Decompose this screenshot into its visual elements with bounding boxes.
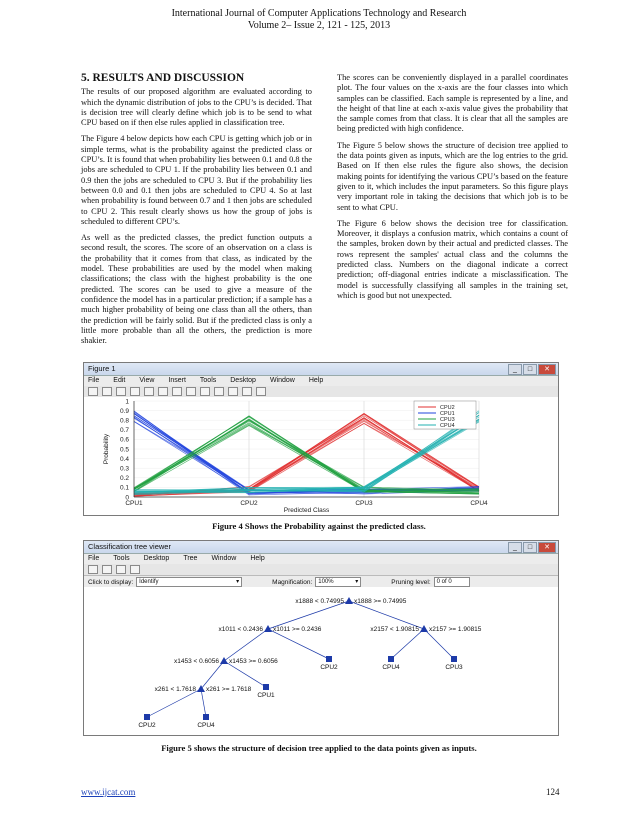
magnification-select[interactable]: 100% ▾: [315, 577, 361, 587]
menu-view[interactable]: View: [139, 377, 155, 384]
new-figure-icon[interactable]: [88, 387, 98, 396]
click-display-label: Click to display:: [88, 578, 134, 586]
right-column: [337, 73, 568, 307]
figure5-menubar: [84, 554, 558, 564]
leaf-node: [388, 656, 394, 662]
journal-header-line1: International Journal of Computer Applications Technology and Research: [171, 8, 467, 19]
right-paragraph-1: The scores can be conveniently displayed in a parallel coordinates plot. The four values on the x-axis are the four classes into which samples can be classified. Each sample is represented by a line, and the height of that line at each x-axis value gives the probability that the sample comes from that class. It is clear that all the samples are being predicted with high confidence.: [337, 73, 568, 134]
x-tick-label: CPU1: [125, 500, 143, 507]
figure4-titlebar: [84, 363, 558, 376]
menu-help[interactable]: Help: [250, 555, 265, 562]
print-icon[interactable]: [130, 387, 140, 396]
figure5-toolbar: [84, 564, 558, 576]
pointer-icon[interactable]: [144, 387, 154, 396]
pruning-level-label: Pruning level:: [391, 578, 431, 586]
journal-url-link[interactable]: www.ijcat.com: [81, 787, 136, 797]
y-tick-label: 0.9: [119, 407, 129, 415]
split-label: x261 < 1.7618: [154, 686, 196, 693]
close-icon[interactable]: ✕: [538, 364, 556, 375]
figure5-window-title: Classification tree viewer: [88, 542, 171, 551]
split-label: x2157 >= 1.90815: [429, 626, 482, 633]
menu-window[interactable]: Window: [211, 555, 237, 562]
menu-file[interactable]: File: [88, 555, 100, 562]
chart-legend: [414, 401, 476, 429]
colorbar-icon[interactable]: [242, 387, 252, 396]
x-tick-label: CPU3: [355, 500, 373, 507]
close-icon[interactable]: ✕: [538, 542, 556, 553]
legend-label: CPU4: [440, 423, 455, 429]
menu-help[interactable]: Help: [308, 377, 324, 384]
legend-label: CPU2: [440, 405, 455, 411]
y-tick-label: 0.8: [119, 417, 129, 425]
pan-icon[interactable]: [186, 387, 196, 396]
split-label: x1011 >= 0.2436: [273, 626, 322, 633]
rotate-icon[interactable]: [200, 387, 210, 396]
split-label: x261 >= 1.7618: [206, 686, 252, 693]
figure5-titlebar: [84, 541, 558, 554]
y-tick-label: 1: [125, 398, 129, 406]
figure5-caption: Figure 5 shows the structure of decision tree applied to the data points given as inputs.: [161, 743, 477, 753]
menu-desktop[interactable]: Desktop: [230, 377, 256, 384]
leaf-node: [451, 656, 457, 662]
figure4-window: [83, 362, 559, 516]
probability-chart: [84, 397, 558, 515]
leaf-node: [263, 684, 269, 690]
menu-window[interactable]: Window: [269, 377, 295, 384]
page-number: 124: [546, 787, 560, 797]
leaf-node: [326, 656, 332, 662]
pruning-level-field[interactable]: 0 of 0: [434, 577, 470, 587]
left-column: [81, 73, 312, 352]
left-paragraph-2: The Figure 4 below depicts how each CPU is getting which job or in simple terms, what is the probability against the predicted class or CPU’s. It is found that when probability lies between 0.1 and 0.8 the jobs are scheduled to CPU 1. If the probability lies between 0.1 and 0.9 then the jobs are scheduled to CPU 3. But if the probability lies between 0.0 and 0.1 then jobs are scheduled to CPU 4. So at last when probability is found between 0.7 and 1 then jobs are scheduled to CPU 2. This result clearly shows us how the group of jobs is scheduled to different CPU’s.: [81, 134, 312, 226]
figure4-caption: Figure 4 Shows the Probability against the predicted class.: [212, 521, 426, 531]
leaf-label: CPU2: [138, 722, 156, 729]
click-display-select[interactable]: Identify ▾: [136, 577, 242, 587]
menu-tools[interactable]: Tools: [199, 377, 217, 384]
x-tick-label: CPU2: [240, 500, 258, 507]
leaf-label: CPU3: [445, 664, 463, 671]
y-axis-label: Probability: [103, 433, 110, 465]
menu-file[interactable]: File: [88, 377, 100, 384]
save-icon[interactable]: [116, 387, 126, 396]
leaf-label: CPU1: [257, 692, 275, 699]
y-tick-label: 0.6: [119, 436, 129, 444]
x-tick-label: CPU4: [470, 500, 488, 507]
split-label: x2157 < 1.90815: [370, 626, 419, 633]
split-label: x1453 >= 0.6056: [229, 658, 278, 665]
split-label: x1888 >= 0.74995: [354, 598, 407, 605]
pan-icon[interactable]: [130, 565, 140, 574]
split-label: x1453 < 0.6056: [174, 658, 219, 665]
minimize-icon[interactable]: _: [508, 542, 522, 553]
right-paragraph-3: The Figure 6 below shows the decision tree for classification. Moreover, it displays a confusion matrix, which contains a count of the samples, broken down by their actual and predicted classes. The rows represent the samples' actual class and the columns the predicted class. Numbers on the diagonal indicate a correct prediction; off-diagonal entries indicate a misclassification. The model is successfully classifying all samples in the training set, which is good but not unexpected.: [337, 218, 568, 300]
y-tick-label: 0.7: [119, 427, 129, 435]
figure4-window-title: Figure 1: [88, 364, 116, 373]
left-paragraph-1: The results of our proposed algorithm are evaluated according to which the dynamic distribution of jobs to the CPU’s is decided. That is decision tree will clearly define which job is to be send to what CPU based on if then else rules applied in classification tree.: [81, 87, 312, 128]
chevron-down-icon: ▾: [355, 579, 359, 585]
journal-header-line2: Volume 2– Issue 2, 121 - 125, 2013: [247, 20, 391, 31]
legend-label: CPU1: [440, 411, 455, 417]
legend-icon[interactable]: [256, 387, 266, 396]
brush-icon[interactable]: [228, 387, 238, 396]
zoom-in-icon[interactable]: [102, 565, 112, 574]
menu-tools[interactable]: Tools: [113, 555, 130, 562]
menu-desktop[interactable]: Desktop: [143, 555, 170, 562]
right-paragraph-2: The Figure 5 below shows the structure of decision tree applied to the data points given as inputs, which are the log entries to the grid. Based on If then else rules the figure also shows, the decision making points for identifying the various CPU’s based on the feature given to it, which includes the input parameters. So this figure plays very important role in taking the decisions that which job is to be sent to what CPU.: [337, 140, 568, 212]
y-tick-label: 0.1: [119, 484, 129, 492]
x-axis-label: Predicted Class: [283, 507, 330, 514]
menu-insert[interactable]: Insert: [168, 377, 186, 384]
pointer-icon[interactable]: [88, 565, 98, 574]
maximize-icon[interactable]: □: [523, 542, 537, 553]
leaf-node: [144, 714, 150, 720]
open-file-icon[interactable]: [102, 387, 112, 396]
zoom-out-icon[interactable]: [172, 387, 182, 396]
leaf-node: [203, 714, 209, 720]
y-tick-label: 0.2: [119, 475, 129, 483]
split-label: x1011 < 0.2436: [218, 626, 263, 633]
magnification-label: Magnification:: [272, 578, 313, 586]
menu-tree[interactable]: Tree: [183, 555, 198, 562]
split-label: x1888 < 0.74995: [295, 598, 344, 605]
data-cursor-icon[interactable]: [214, 387, 224, 396]
figure4-menubar: [84, 376, 558, 386]
decision-tree: [84, 587, 558, 735]
chevron-down-icon: ▾: [236, 579, 240, 585]
y-tick-label: 0: [125, 494, 129, 502]
leaf-label: CPU4: [197, 722, 215, 729]
y-tick-label: 0.5: [119, 446, 129, 454]
y-tick-label: 0.3: [119, 465, 129, 473]
section-heading: 5. RESULTS AND DISCUSSION: [81, 72, 245, 84]
zoom-in-icon[interactable]: [158, 387, 168, 396]
zoom-out-icon[interactable]: [116, 565, 126, 574]
legend-label: CPU3: [440, 417, 455, 423]
minimize-icon[interactable]: _: [508, 364, 522, 375]
y-tick-label: 0.4: [119, 455, 129, 463]
maximize-icon[interactable]: □: [523, 364, 537, 375]
left-paragraph-3: As well as the predicted classes, the predict function outputs a second result, the scores. The score of an observation on a class is the probability that it comes from that class, as indicated by the model. These probabilities are used by the model when making classifications; the class with the highest probability is the one predicted. The scores can be used to give a measure of the confidence the model has in a particular prediction; if a sample has a much higher probability of being one class than all the others, than the prediction will be fairly solid. But if the predicted class is only a little more probable than all the others, the prediction is more shakier.: [81, 233, 312, 346]
leaf-label: CPU2: [320, 664, 338, 671]
menu-edit[interactable]: Edit: [113, 377, 126, 384]
leaf-label: CPU4: [382, 664, 400, 671]
figure5-window: [83, 540, 559, 736]
